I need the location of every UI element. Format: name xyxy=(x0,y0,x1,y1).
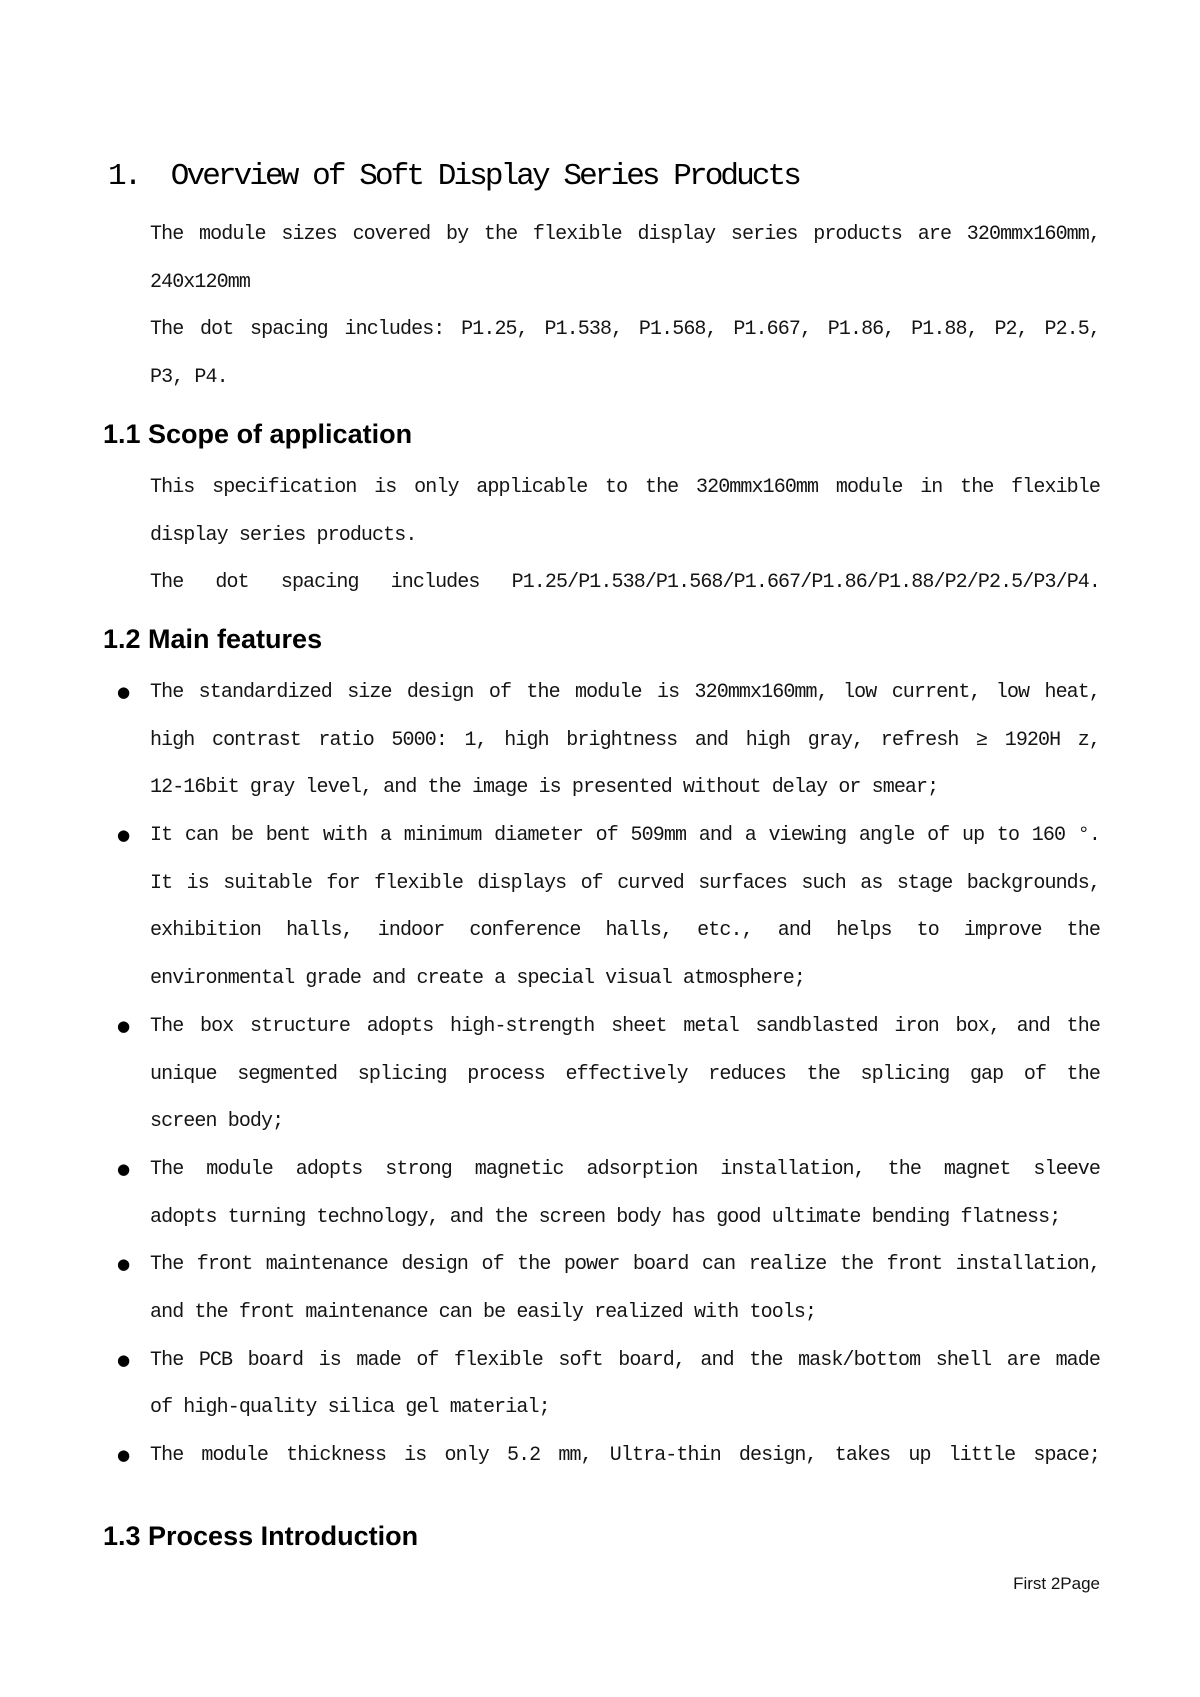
text-line: of high-quality silica gel material; xyxy=(150,1396,550,1420)
bullet-item xyxy=(103,1146,1100,1241)
section-heading-scope-of-application: 1.1 Scope of application xyxy=(103,418,413,449)
text-line: display series products. xyxy=(150,523,417,547)
bullet-icon: ● xyxy=(117,1255,130,1274)
bullet-icon: ● xyxy=(117,1446,130,1465)
text-line: The PCB board is made of flexible soft board, and the mask/bottom shell are made xyxy=(150,1348,1100,1372)
bullet-icon: ● xyxy=(117,682,130,701)
text-line: screen body; xyxy=(150,1110,284,1134)
document-content xyxy=(103,0,1100,1566)
text-line: adopts turning technology, and the screen body has good ultimate bending flatness; xyxy=(150,1205,1061,1229)
bullet-item xyxy=(103,1432,1100,1480)
bullet-icon: ● xyxy=(117,1159,130,1178)
text-line: 240x120mm xyxy=(150,270,250,294)
text-line: P3, P4. xyxy=(150,366,228,390)
text-line: unique segmented splicing process effectively reduces the splicing gap of the xyxy=(150,1062,1100,1086)
text-line: The standardized size design of the module is 320mmx160mm, low current, low heat, xyxy=(150,680,1100,704)
text-line: environmental grade and create a special visual atmosphere; xyxy=(150,967,806,991)
bullet-item xyxy=(103,812,1100,1003)
paragraph xyxy=(103,211,1100,306)
text-line: It can be bent with a minimum diameter of 509mm and a viewing angle of up to 160 °. xyxy=(150,824,1100,848)
bullet-item xyxy=(103,1337,1100,1432)
text-line: The module adopts strong magnetic adsorption installation, the magnet sleeve xyxy=(150,1157,1100,1181)
text-line: The module sizes covered by the flexible display series products are 320mmx160mm, xyxy=(150,223,1100,246)
text-line: exhibition halls, indoor conference halls, etc., and helps to improve the xyxy=(150,919,1100,943)
bullet-text xyxy=(150,1003,1100,1146)
bullet-item xyxy=(103,1003,1100,1146)
section-heading-main-features: 1.2 Main features xyxy=(103,623,323,654)
text-line: and the front maintenance can be easily realized with tools; xyxy=(150,1301,817,1325)
text-line: The module thickness is only 5.2 mm, Ultra-thin design, takes up little space; xyxy=(150,1444,1100,1468)
text-line: 12-16bit gray level, and the image is presented without delay or smear; xyxy=(150,776,939,800)
text-line: The box structure adopts high-strength sheet metal sandblasted iron box, and the xyxy=(150,1014,1100,1038)
paragraph xyxy=(103,306,1100,401)
bullet-item xyxy=(103,669,1100,812)
bullet-text xyxy=(150,812,1100,1003)
text-line: The dot spacing includes: P1.25, P1.538, P1.568, P1.667, P1.86, P1.88, P2, P2.5, xyxy=(150,318,1100,342)
bullet-icon: ● xyxy=(117,1016,130,1035)
bullet-text xyxy=(150,669,1100,812)
text-line: This specification is only applicable to the 320mmx160mm module in the flexible xyxy=(150,475,1100,499)
text-line: high contrast ratio 5000: 1, high brightness and high gray, refresh ≥ 1920H z, xyxy=(150,728,1100,752)
text-line: It is suitable for flexible displays of curved surfaces such as stage backgrounds, xyxy=(150,871,1100,895)
bullet-text xyxy=(150,1146,1100,1241)
bullet-text xyxy=(150,1337,1100,1432)
bullet-text xyxy=(150,1432,1100,1480)
page-number-footer: First 2Page xyxy=(1013,1574,1100,1593)
paragraph xyxy=(103,559,1100,607)
bullet-item xyxy=(103,1241,1100,1336)
bullet-icon: ● xyxy=(117,826,130,845)
bullet-text xyxy=(150,1241,1100,1336)
paragraph xyxy=(103,464,1100,559)
text-line: The front maintenance design of the power board can realize the front installation, xyxy=(150,1253,1100,1277)
text-line: The dot spacing includes P1.25/P1.538/P1.568/P1.667/P1.86/P1.88/P2/P2.5/P3/P4. xyxy=(150,571,1100,595)
bullet-icon: ● xyxy=(117,1350,130,1369)
section-heading-process-introduction: 1.3 Process Introduction xyxy=(103,1520,419,1551)
document-title: 1. Overview of Soft Display Series Products xyxy=(108,159,799,194)
